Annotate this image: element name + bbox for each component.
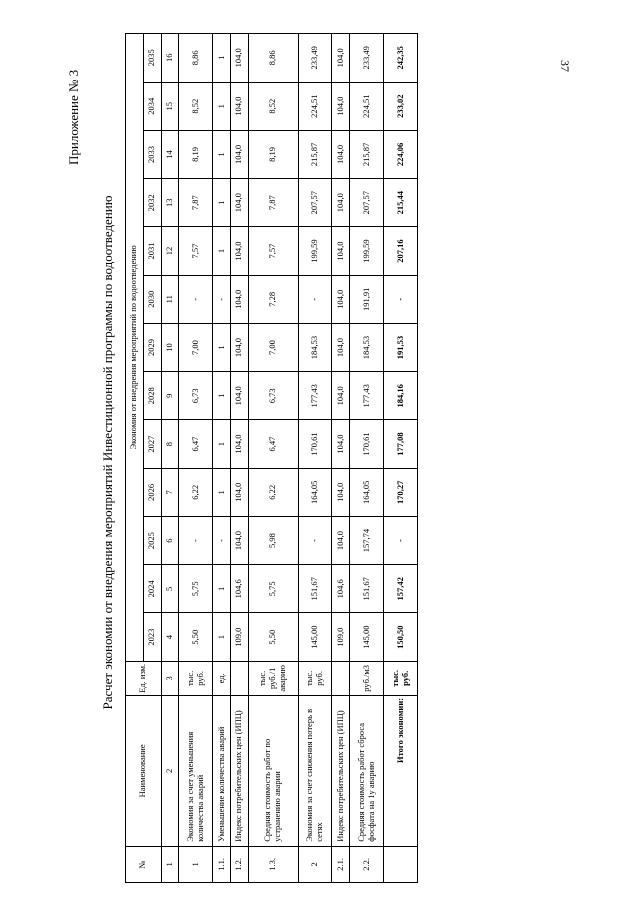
- row-name: Уменьшение количества аварий: [213, 695, 231, 846]
- value-cell: 170,61: [298, 420, 332, 468]
- value-cell: 224,51: [298, 82, 332, 130]
- total-value-cell: 207,16: [384, 227, 418, 275]
- value-cell: -: [213, 516, 231, 564]
- column-number-cell: 4: [161, 613, 179, 661]
- value-cell: 7,28: [248, 275, 298, 323]
- value-cell: 1: [213, 82, 231, 130]
- value-cell: 104,0: [332, 130, 350, 178]
- value-cell: 6,22: [248, 468, 298, 516]
- header-unit: Ед. изм.: [126, 661, 162, 695]
- column-numbers-row: [161, 34, 179, 883]
- value-cell: 7,87: [179, 179, 213, 227]
- year-cell: 2024: [143, 565, 161, 613]
- value-cell: 7,57: [179, 227, 213, 275]
- value-cell: -: [298, 516, 332, 564]
- value-cell: 157,74: [350, 516, 384, 564]
- table-row: [248, 34, 298, 883]
- row-unit: руб./м3: [350, 661, 384, 695]
- value-cell: 104,0: [332, 275, 350, 323]
- row-name: Средняя стоимость работ сброса фосфата на 1у аварию: [350, 695, 384, 846]
- value-cell: 6,73: [179, 372, 213, 420]
- value-cell: 184,53: [350, 323, 384, 371]
- value-cell: 151,67: [298, 565, 332, 613]
- value-cell: 6,73: [248, 372, 298, 420]
- value-cell: 104,0: [230, 34, 248, 83]
- appendix-label: Приложение № 3: [66, 69, 81, 165]
- row-name: Индекс потребительских цен (ИПЦ): [230, 695, 248, 846]
- value-cell: 8,86: [248, 34, 298, 83]
- value-cell: 109,0: [230, 613, 248, 661]
- value-cell: 184,53: [298, 323, 332, 371]
- row-name: Экономия за счет снижения потерь в сетях: [298, 695, 332, 846]
- row-unit: ед.: [213, 661, 231, 695]
- page-number: 37: [558, 60, 572, 72]
- value-cell: 1: [213, 565, 231, 613]
- row-unit: тыс. руб./1 аварию: [248, 661, 298, 695]
- value-cell: 104,0: [230, 468, 248, 516]
- value-cell: 170,61: [350, 420, 384, 468]
- row-unit: тыс. руб.: [298, 661, 332, 695]
- value-cell: 109,0: [332, 613, 350, 661]
- year-cell: 2034: [143, 82, 161, 130]
- value-cell: 1: [213, 372, 231, 420]
- year-cell: 2030: [143, 275, 161, 323]
- row-name: Экономия за счет уменьшения количества аварий: [179, 695, 213, 846]
- year-cell: 2035: [143, 34, 161, 83]
- value-cell: 104,0: [230, 179, 248, 227]
- row-number: 1.2.: [230, 846, 248, 882]
- value-cell: 1: [213, 420, 231, 468]
- value-cell: 8,86: [179, 34, 213, 83]
- total-value-cell: 242,35: [384, 34, 418, 83]
- total-value-cell: 233,02: [384, 82, 418, 130]
- header-savings: Экономия от внедрения мероприятий по водоотведению: [126, 34, 144, 662]
- value-cell: 177,43: [350, 372, 384, 420]
- value-cell: 104,0: [332, 468, 350, 516]
- total-value-cell: 150,50: [384, 613, 418, 661]
- value-cell: 7,00: [179, 323, 213, 371]
- year-cell: 2028: [143, 372, 161, 420]
- value-cell: 191,91: [350, 275, 384, 323]
- column-number-cell: 2: [161, 695, 179, 846]
- column-number-cell: 7: [161, 468, 179, 516]
- value-cell: 104,0: [230, 323, 248, 371]
- value-cell: 1: [213, 130, 231, 178]
- value-cell: 164,05: [298, 468, 332, 516]
- table-row: [332, 34, 350, 883]
- value-cell: 6,22: [179, 468, 213, 516]
- value-cell: 145,00: [298, 613, 332, 661]
- value-cell: 164,05: [350, 468, 384, 516]
- value-cell: 8,19: [248, 130, 298, 178]
- total-value-cell: 177,08: [384, 420, 418, 468]
- value-cell: 5,50: [179, 613, 213, 661]
- total-empty-cell: [384, 846, 418, 882]
- total-label: Итого экономии:: [384, 695, 418, 846]
- total-row: [384, 34, 418, 883]
- value-cell: 104,0: [332, 227, 350, 275]
- value-cell: 104,6: [332, 565, 350, 613]
- column-number-cell: 14: [161, 130, 179, 178]
- header-row: [126, 34, 144, 883]
- value-cell: 8,52: [179, 82, 213, 130]
- value-cell: 6,47: [179, 420, 213, 468]
- column-number-cell: 3: [161, 661, 179, 695]
- savings-table: [125, 33, 418, 883]
- value-cell: -: [179, 516, 213, 564]
- value-cell: 7,87: [248, 179, 298, 227]
- value-cell: 151,67: [350, 565, 384, 613]
- value-cell: 104,0: [332, 323, 350, 371]
- value-cell: 1: [213, 34, 231, 83]
- value-cell: 199,59: [350, 227, 384, 275]
- year-cell: 2031: [143, 227, 161, 275]
- row-name: Индекс потребительских цен (ИПЦ): [332, 695, 350, 846]
- value-cell: 104,0: [332, 179, 350, 227]
- value-cell: 5,98: [248, 516, 298, 564]
- column-number-cell: 5: [161, 565, 179, 613]
- column-number-cell: 8: [161, 420, 179, 468]
- table-row: [230, 34, 248, 883]
- year-cell: 2023: [143, 613, 161, 661]
- column-number-cell: 11: [161, 275, 179, 323]
- value-cell: 6,47: [248, 420, 298, 468]
- value-cell: 5,75: [179, 565, 213, 613]
- total-value-cell: 157,42: [384, 565, 418, 613]
- value-cell: 1: [213, 613, 231, 661]
- table-row: [298, 34, 332, 883]
- value-cell: 5,50: [248, 613, 298, 661]
- total-unit: тыс. руб.: [384, 661, 418, 695]
- row-number: 2.1.: [332, 846, 350, 882]
- table-row: [213, 34, 231, 883]
- year-cell: 2025: [143, 516, 161, 564]
- value-cell: 104,0: [230, 82, 248, 130]
- value-cell: 104,0: [230, 372, 248, 420]
- total-value-cell: -: [384, 275, 418, 323]
- total-value-cell: 184,16: [384, 372, 418, 420]
- table-row: [350, 34, 384, 883]
- document-title: Расчет экономии от внедрения мероприятий Инвестиционной программы по водоотведению: [100, 195, 115, 710]
- year-cell: 2029: [143, 323, 161, 371]
- column-number-cell: 15: [161, 82, 179, 130]
- value-cell: 104,0: [332, 372, 350, 420]
- table-row: [179, 34, 213, 883]
- value-cell: -: [179, 275, 213, 323]
- value-cell: 104,0: [332, 420, 350, 468]
- value-cell: -: [213, 275, 231, 323]
- value-cell: 104,0: [230, 275, 248, 323]
- value-cell: 1: [213, 468, 231, 516]
- value-cell: 233,49: [298, 34, 332, 83]
- row-number: 1: [179, 846, 213, 882]
- column-number-cell: 12: [161, 227, 179, 275]
- value-cell: 7,00: [248, 323, 298, 371]
- value-cell: 104,0: [230, 516, 248, 564]
- value-cell: 8,52: [248, 82, 298, 130]
- value-cell: 215,87: [350, 130, 384, 178]
- header-number: №: [126, 846, 162, 882]
- value-cell: 224,51: [350, 82, 384, 130]
- value-cell: 104,0: [332, 82, 350, 130]
- value-cell: 207,57: [350, 179, 384, 227]
- value-cell: 5,75: [248, 565, 298, 613]
- value-cell: 104,0: [332, 516, 350, 564]
- total-value-cell: 170,27: [384, 468, 418, 516]
- column-number-cell: 10: [161, 323, 179, 371]
- value-cell: 1: [213, 179, 231, 227]
- value-cell: 8,19: [179, 130, 213, 178]
- column-number-cell: 6: [161, 516, 179, 564]
- value-cell: 7,57: [248, 227, 298, 275]
- value-cell: 199,59: [298, 227, 332, 275]
- value-cell: 104,0: [230, 130, 248, 178]
- year-cell: 2032: [143, 179, 161, 227]
- column-number-cell: 9: [161, 372, 179, 420]
- value-cell: -: [298, 275, 332, 323]
- total-value-cell: 224,06: [384, 130, 418, 178]
- year-cell: 2033: [143, 130, 161, 178]
- row-number: 2.2.: [350, 846, 384, 882]
- row-unit: тыс. руб.: [179, 661, 213, 695]
- column-number-cell: 1: [161, 846, 179, 882]
- row-name: Средняя стоимость работ по устранению аварии: [248, 695, 298, 846]
- row-number: 2: [298, 846, 332, 882]
- header-name: Наименование: [126, 695, 162, 846]
- total-value-cell: 191,53: [384, 323, 418, 371]
- value-cell: 207,57: [298, 179, 332, 227]
- year-cell: 2026: [143, 468, 161, 516]
- value-cell: 104,0: [230, 420, 248, 468]
- row-unit: [332, 661, 350, 695]
- value-cell: 104,0: [332, 34, 350, 83]
- row-unit: [230, 661, 248, 695]
- value-cell: 1: [213, 227, 231, 275]
- value-cell: 104,0: [230, 227, 248, 275]
- value-cell: 145,00: [350, 613, 384, 661]
- row-number: 1.1.: [213, 846, 231, 882]
- year-cell: 2027: [143, 420, 161, 468]
- column-number-cell: 16: [161, 34, 179, 83]
- total-value-cell: -: [384, 516, 418, 564]
- value-cell: 233,49: [350, 34, 384, 83]
- value-cell: 215,87: [298, 130, 332, 178]
- value-cell: 177,43: [298, 372, 332, 420]
- value-cell: 104,6: [230, 565, 248, 613]
- value-cell: 1: [213, 323, 231, 371]
- row-number: 1.3.: [248, 846, 298, 882]
- column-number-cell: 13: [161, 179, 179, 227]
- total-value-cell: 215,44: [384, 179, 418, 227]
